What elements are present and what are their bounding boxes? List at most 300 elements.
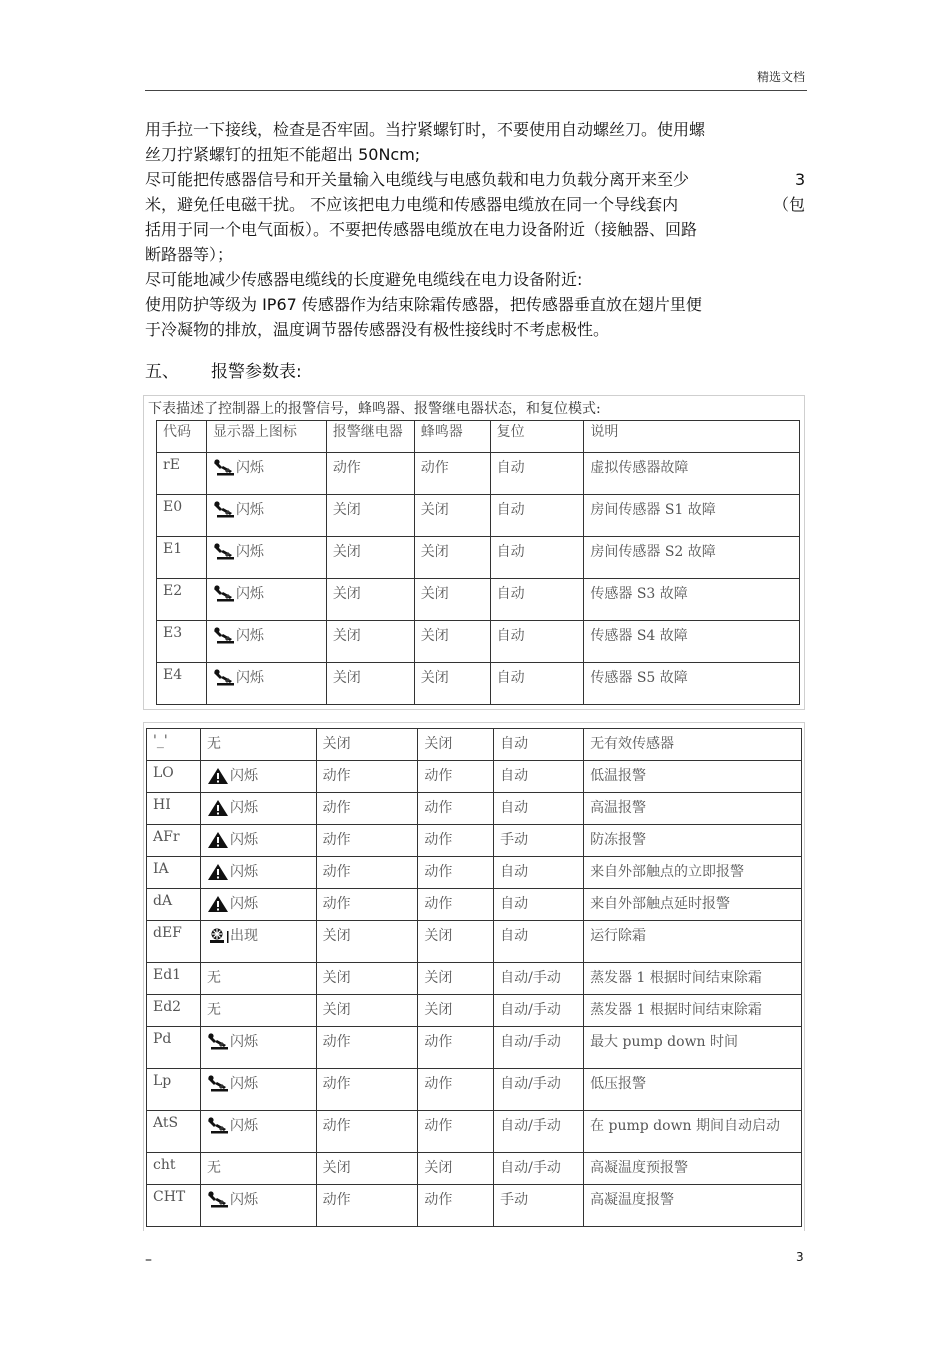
icon-status-text: 无 [206, 736, 221, 752]
header-cell: 报警继电器 [326, 421, 414, 453]
relay-text: 关闭 [332, 586, 361, 602]
table-row [157, 663, 800, 705]
section-number: 五、 [145, 362, 179, 382]
reset-cell [494, 1185, 584, 1227]
icon-cell [200, 761, 316, 793]
code-cell [147, 857, 201, 889]
icon-status-text: 闪烁 [235, 544, 264, 560]
relay-text: 动作 [322, 864, 351, 880]
warning-icon [207, 831, 229, 849]
reset-text: 自动 [500, 736, 529, 752]
icon-cell [200, 1153, 316, 1185]
reset-text: 自动 [500, 928, 529, 944]
reset-text: 自动 [496, 628, 525, 644]
icon-cell [200, 1027, 316, 1069]
reset-cell [494, 889, 584, 921]
table-row [147, 857, 802, 889]
reset-text: 自动/手动 [500, 1118, 561, 1134]
icon-cell [206, 663, 326, 705]
buzzer-text: 动作 [424, 896, 453, 912]
reset-cell [494, 1027, 584, 1069]
icon-status-text: 无 [206, 1160, 221, 1176]
paragraph-line: 于冷凝物的排放，温度调节器传感器没有极性接线时不考虑极性。 [145, 320, 610, 339]
desc-cell [584, 995, 802, 1027]
footer-dash: – [145, 1252, 152, 1268]
code-cell [147, 921, 201, 963]
reset-cell [494, 1069, 584, 1111]
desc-cell [584, 453, 800, 495]
table-row [147, 793, 802, 825]
code-text: E0 [163, 499, 183, 515]
desc-cell [584, 495, 800, 537]
relay-cell [316, 793, 418, 825]
wrench-icon [207, 1075, 229, 1093]
code-cell [147, 729, 201, 761]
warning-icon [207, 895, 229, 913]
desc-text: 来自外部触点的立即报警 [590, 864, 745, 880]
table-row [157, 495, 800, 537]
desc-cell [584, 663, 800, 705]
icon-cell [200, 921, 316, 963]
code-cell [147, 1111, 201, 1153]
icon-cell [206, 579, 326, 621]
buzzer-cell [418, 1069, 494, 1111]
buzzer-cell [418, 889, 494, 921]
table-row [147, 889, 802, 921]
icon-status-text: 闪烁 [229, 1076, 258, 1092]
icon-cell [200, 1069, 316, 1111]
buzzer-cell [418, 1027, 494, 1069]
reset-text: 自动 [496, 670, 525, 686]
icon-cell [200, 963, 316, 995]
code-text: HI [153, 797, 171, 813]
reset-text: 自动 [500, 896, 529, 912]
header-label: 精选文档 [757, 70, 806, 84]
reset-cell [494, 729, 584, 761]
table-row [147, 825, 802, 857]
desc-text: 蒸发器 1 根据时间结束除霜 [590, 970, 762, 986]
relay-text: 动作 [322, 832, 351, 848]
wrench-icon [213, 501, 235, 519]
code-text: cht [153, 1157, 176, 1173]
buzzer-text: 关闭 [424, 1160, 453, 1176]
code-text: E4 [163, 667, 183, 683]
reset-text: 手动 [500, 1192, 529, 1208]
desc-cell [584, 761, 802, 793]
reset-text: 自动/手动 [500, 1076, 561, 1092]
desc-text: 来自外部触点延时报警 [590, 896, 731, 912]
alarm-table-1 [156, 420, 800, 705]
desc-text: 在 pump down 期间自动启动 [590, 1118, 781, 1134]
buzzer-cell [414, 621, 490, 663]
buzzer-cell [418, 963, 494, 995]
desc-cell [584, 793, 802, 825]
relay-cell [326, 495, 414, 537]
icon-status-text: 闪烁 [235, 670, 264, 686]
wrench-icon [213, 585, 235, 603]
code-cell [157, 579, 207, 621]
buzzer-text: 动作 [424, 1076, 453, 1092]
code-cell [157, 495, 207, 537]
relay-cell [316, 995, 418, 1027]
reset-cell [494, 761, 584, 793]
relay-cell [316, 1153, 418, 1185]
icon-cell [206, 453, 326, 495]
relay-cell [316, 729, 418, 761]
icon-status-text: 闪烁 [229, 1034, 258, 1050]
paragraph-line: 米，避免任电磁干扰。 不应该把电力电缆和传感器电缆放在同一个导线套内 [145, 195, 679, 214]
code-cell [147, 995, 201, 1027]
code-text: AFr [153, 829, 180, 845]
wrench-icon [213, 669, 235, 687]
relay-text: 动作 [332, 460, 361, 476]
icon-status-text: 闪烁 [235, 628, 264, 644]
desc-cell [584, 889, 802, 921]
reset-text: 自动/手动 [500, 1002, 561, 1018]
table-caption: 下表描述了控制器上的报警信号，蜂鸣器、报警继电器状态，和复位模式: [148, 401, 601, 417]
buzzer-cell [418, 761, 494, 793]
buzzer-text: 动作 [420, 460, 449, 476]
code-text: E1 [163, 541, 183, 557]
buzzer-text: 动作 [424, 768, 453, 784]
buzzer-cell [418, 1153, 494, 1185]
code-text: CHT [153, 1189, 186, 1205]
icon-cell [200, 825, 316, 857]
code-text: Ed2 [153, 999, 182, 1015]
buzzer-text: 关闭 [420, 586, 449, 602]
section-title: 报警参数表: [211, 362, 302, 382]
table-row [147, 1027, 802, 1069]
buzzer-text: 关闭 [424, 928, 453, 944]
table-row [157, 579, 800, 621]
icon-status-text: 闪烁 [229, 864, 258, 880]
relay-cell [316, 1027, 418, 1069]
desc-text: 虚拟传感器故障 [590, 460, 689, 476]
desc-cell [584, 1069, 802, 1111]
desc-text: 高温报警 [590, 800, 647, 816]
buzzer-cell [418, 857, 494, 889]
desc-text: 蒸发器 1 根据时间结束除霜 [590, 1002, 762, 1018]
relay-text: 关闭 [322, 928, 351, 944]
code-text: Lp [153, 1073, 172, 1089]
desc-cell [584, 729, 802, 761]
buzzer-text: 关闭 [420, 670, 449, 686]
icon-status-text: 闪烁 [229, 768, 258, 784]
relay-cell [316, 825, 418, 857]
relay-text: 动作 [322, 768, 351, 784]
icon-status-text: 无 [206, 1002, 221, 1018]
buzzer-text: 关闭 [424, 1002, 453, 1018]
relay-cell [316, 889, 418, 921]
code-cell [147, 1069, 201, 1111]
buzzer-cell [414, 663, 490, 705]
table-row [147, 729, 802, 761]
reset-cell [490, 579, 584, 621]
relay-cell [316, 963, 418, 995]
icon-status-text: 闪烁 [229, 832, 258, 848]
reset-text: 手动 [500, 832, 529, 848]
reset-text: 自动/手动 [500, 1034, 561, 1050]
icon-status-text: 闪烁 [229, 1118, 258, 1134]
wrench-icon [207, 1033, 229, 1051]
code-cell [147, 825, 201, 857]
table-row [147, 1069, 802, 1111]
defrost-icon [207, 927, 229, 945]
header-cell: 复位 [490, 421, 584, 453]
relay-text: 动作 [322, 800, 351, 816]
reset-cell [490, 495, 584, 537]
icon-status-text: 闪烁 [229, 800, 258, 816]
code-cell [157, 663, 207, 705]
icon-cell [200, 857, 316, 889]
code-cell [157, 537, 207, 579]
icon-cell [200, 1185, 316, 1227]
buzzer-cell [418, 793, 494, 825]
icon-cell [206, 495, 326, 537]
code-cell [157, 621, 207, 663]
buzzer-text: 关闭 [424, 736, 453, 752]
table-row [157, 537, 800, 579]
code-cell [147, 793, 201, 825]
buzzer-cell [418, 1111, 494, 1153]
icon-cell [206, 537, 326, 579]
buzzer-cell [414, 495, 490, 537]
paragraph-line: 丝刀拧紧螺钉的扭矩不能超出 50Ncm; [145, 145, 421, 164]
code-cell [147, 963, 201, 995]
code-cell [147, 889, 201, 921]
relay-text: 关闭 [332, 544, 361, 560]
icon-status-text: 闪烁 [229, 896, 258, 912]
code-text: IA [153, 861, 169, 877]
wrench-icon [213, 543, 235, 561]
code-cell [147, 1185, 201, 1227]
desc-text: 房间传感器 S1 故障 [590, 502, 716, 518]
reset-text: 自动 [500, 800, 529, 816]
relay-text: 关闭 [322, 1002, 351, 1018]
desc-text: 房间传感器 S2 故障 [590, 544, 716, 560]
paragraph-line: 断路器等）； [145, 245, 234, 264]
reset-cell [494, 1111, 584, 1153]
relay-text: 关闭 [332, 670, 361, 686]
desc-cell [584, 537, 800, 579]
relay-text: 动作 [322, 1192, 351, 1208]
page-number: 3 [796, 1250, 804, 1264]
reset-text: 自动/手动 [500, 970, 561, 986]
desc-text: 传感器 S5 故障 [590, 670, 688, 686]
code-cell [147, 761, 201, 793]
code-text: '_' [153, 733, 168, 749]
code-cell [157, 453, 207, 495]
buzzer-text: 关闭 [420, 628, 449, 644]
paragraph-line: 括用于同一个电气面板）。不要把传感器电缆放在电力设备附近（接触器、回路 [145, 220, 698, 239]
desc-text: 防冻报警 [590, 832, 647, 848]
relay-text: 动作 [322, 1034, 351, 1050]
relay-cell [316, 921, 418, 963]
desc-text: 传感器 S4 故障 [590, 628, 688, 644]
icon-cell [206, 621, 326, 663]
desc-cell [584, 857, 802, 889]
buzzer-cell [418, 1185, 494, 1227]
table-row [147, 995, 802, 1027]
table-row [147, 963, 802, 995]
alarm-table-1-image [143, 395, 805, 710]
reset-cell [490, 621, 584, 663]
wrench-icon [213, 459, 235, 477]
desc-text: 无有效传感器 [590, 736, 675, 752]
desc-cell [584, 963, 802, 995]
wrench-icon [213, 627, 235, 645]
relay-text: 动作 [322, 896, 351, 912]
warning-icon [207, 767, 229, 785]
code-text: Ed1 [153, 967, 182, 983]
table-row [147, 761, 802, 793]
buzzer-cell [418, 921, 494, 963]
relay-text: 关闭 [332, 628, 361, 644]
relay-cell [316, 1069, 418, 1111]
relay-cell [326, 621, 414, 663]
relay-text: 关闭 [322, 736, 351, 752]
desc-cell [584, 825, 802, 857]
desc-cell [584, 1111, 802, 1153]
desc-text: 最大 pump down 时间 [590, 1034, 739, 1050]
relay-cell [316, 1111, 418, 1153]
buzzer-cell [414, 453, 490, 495]
header-divider [145, 90, 807, 91]
buzzer-text: 动作 [424, 1118, 453, 1134]
icon-cell [200, 729, 316, 761]
buzzer-cell [418, 729, 494, 761]
icon-cell [200, 1111, 316, 1153]
header-cell: 说明 [584, 421, 800, 453]
reset-text: 自动 [496, 544, 525, 560]
table-row [147, 1111, 802, 1153]
desc-cell [584, 1185, 802, 1227]
wrench-icon [207, 1117, 229, 1135]
buzzer-cell [414, 579, 490, 621]
reset-cell [494, 921, 584, 963]
desc-text: 低温报警 [590, 768, 647, 784]
reset-text: 自动 [500, 768, 529, 784]
desc-text: 低压报警 [590, 1076, 647, 1092]
icon-status-text: 闪烁 [235, 460, 264, 476]
code-text: E2 [163, 583, 183, 599]
icon-cell [200, 889, 316, 921]
code-text: dEF [153, 925, 182, 941]
desc-text: 高凝温度报警 [590, 1192, 675, 1208]
code-text: LO [153, 765, 174, 781]
relay-text: 关闭 [322, 1160, 351, 1176]
code-text: dA [153, 893, 173, 909]
reset-cell [490, 453, 584, 495]
reset-cell [494, 825, 584, 857]
code-text: AtS [153, 1115, 179, 1131]
wrench-icon [207, 1191, 229, 1209]
reset-cell [490, 537, 584, 579]
icon-status-text: 无 [206, 970, 221, 986]
buzzer-text: 动作 [424, 864, 453, 880]
table-row [147, 1153, 802, 1185]
table-row [147, 1185, 802, 1227]
alarm-table-2 [146, 728, 802, 1227]
relay-cell [316, 1185, 418, 1227]
desc-cell [584, 1153, 802, 1185]
paragraph-line: 用手拉一下接线，检查是否牢固。当拧紧螺钉时，不要使用自动螺丝刀。使用螺 [145, 120, 706, 139]
reset-text: 自动 [496, 586, 525, 602]
buzzer-cell [418, 995, 494, 1027]
desc-cell [584, 1027, 802, 1069]
paragraph-line: 使用防护等级为 IP67 传感器作为结束除霜传感器，把传感器垂直放在翅片里便 [145, 295, 702, 314]
buzzer-cell [414, 537, 490, 579]
reset-cell [494, 963, 584, 995]
relay-cell [326, 579, 414, 621]
code-text: Pd [153, 1031, 172, 1047]
code-text: E3 [163, 625, 183, 641]
paragraph-line: 尽可能把传感器信号和开关量输入电缆线与电感负载和电力负载分离开来至少 [145, 170, 690, 189]
reset-cell [494, 793, 584, 825]
reset-text: 自动 [500, 864, 529, 880]
relay-text: 动作 [322, 1076, 351, 1092]
desc-text: 运行除霜 [590, 928, 647, 944]
buzzer-text: 动作 [424, 1034, 453, 1050]
buzzer-text: 关闭 [420, 502, 449, 518]
relay-cell [326, 453, 414, 495]
code-text: rE [163, 457, 180, 473]
header-cell: 蜂鸣器 [414, 421, 490, 453]
paragraph-paren: （包 [773, 195, 806, 214]
paragraph-line: 尽可能地减少传感器电缆线的长度避免电缆线在电力设备附近: [145, 270, 583, 289]
icon-status-text: 出现 [229, 928, 258, 944]
icon-status-text: 闪烁 [235, 586, 264, 602]
buzzer-cell [418, 825, 494, 857]
reset-cell [490, 663, 584, 705]
code-cell [147, 1027, 201, 1069]
desc-cell [584, 621, 800, 663]
relay-cell [316, 857, 418, 889]
buzzer-text: 动作 [424, 1192, 453, 1208]
relay-cell [326, 663, 414, 705]
relay-text: 关闭 [322, 970, 351, 986]
buzzer-text: 关闭 [424, 970, 453, 986]
buzzer-text: 关闭 [420, 544, 449, 560]
header-cell: 代码 [157, 421, 207, 453]
desc-text: 传感器 S3 故障 [590, 586, 688, 602]
reset-text: 自动 [496, 460, 525, 476]
buzzer-text: 动作 [424, 832, 453, 848]
code-cell [147, 1153, 201, 1185]
desc-cell [584, 921, 802, 963]
relay-cell [326, 537, 414, 579]
reset-text: 自动 [496, 502, 525, 518]
relay-cell [316, 761, 418, 793]
alarm-table-2-image [143, 722, 805, 1231]
reset-cell [494, 995, 584, 1027]
icon-cell [200, 793, 316, 825]
table-row [157, 453, 800, 495]
header-cell: 显示器上图标 [206, 421, 326, 453]
table-row [147, 921, 802, 963]
icon-cell [200, 995, 316, 1027]
paragraph-number: 3 [795, 170, 806, 189]
icon-status-text: 闪烁 [229, 1192, 258, 1208]
icon-status-text: 闪烁 [235, 502, 264, 518]
warning-icon [207, 799, 229, 817]
relay-text: 动作 [322, 1118, 351, 1134]
reset-cell [494, 1153, 584, 1185]
table-row [157, 621, 800, 663]
desc-cell [584, 579, 800, 621]
buzzer-text: 动作 [424, 800, 453, 816]
warning-icon [207, 863, 229, 881]
